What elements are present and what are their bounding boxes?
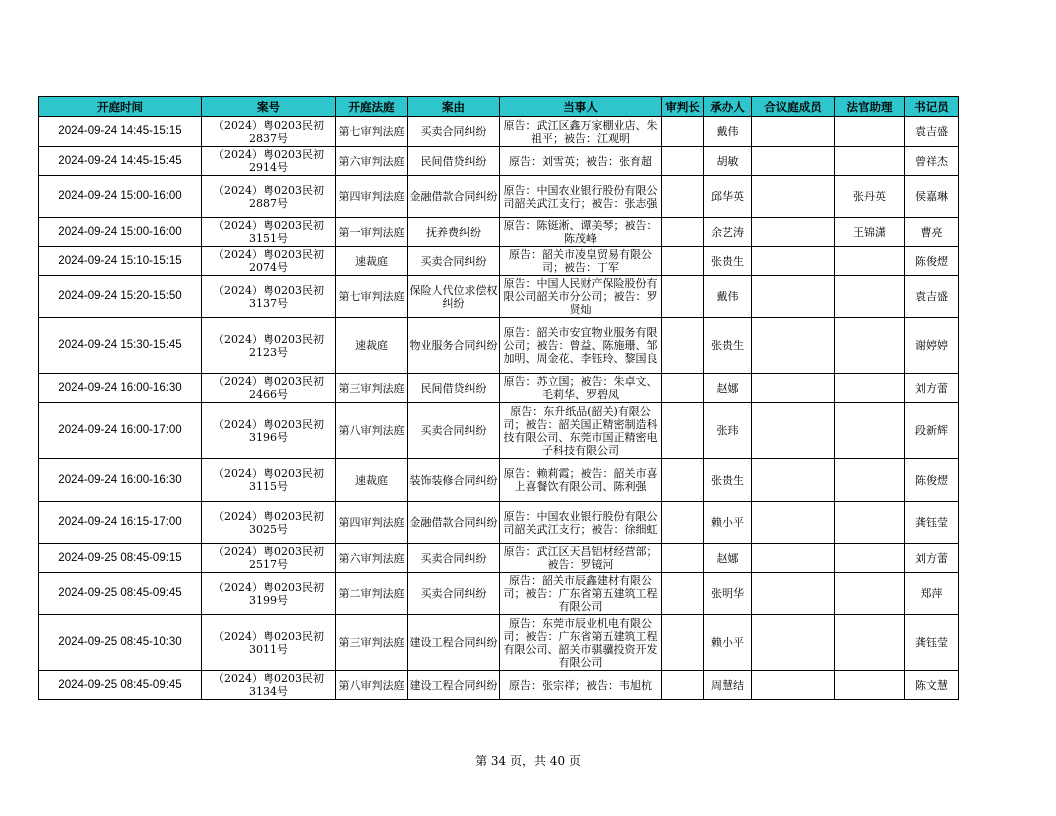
cell-clerk-text: 龚钰莹 [915,636,948,649]
cell-judge [704,318,752,374]
cell-court-text: 第八审判法庭 [338,678,405,692]
cell-chief-judge [662,117,704,147]
cell-parties-text: 原告：韶关市凌皇贸易有限公司；被告：丁军 [509,248,652,274]
hearing-schedule-table [38,96,959,700]
cell-parties [500,374,662,403]
cell-time-text: 2024-09-24 16:15-17:00 [58,516,182,528]
cell-judge [704,374,752,403]
cell-time-text: 2024-09-25 08:45-10:30 [58,636,182,648]
cell-clerk [905,318,959,374]
cell-clerk [905,615,959,671]
cell-judge [704,615,752,671]
cell-panel [752,117,835,147]
cell-judge-text: 张玮 [716,424,739,437]
cell-judge-text: 张贵生 [711,339,744,352]
cell-case-number-text: （2024）粤0203民初3199号 [213,580,324,607]
cell-clerk-text: 郑萍 [920,587,943,600]
cell-time [39,615,202,671]
cell-assistant [835,147,905,176]
cell-time-text: 2024-09-24 16:00-17:00 [58,424,182,436]
cell-parties [500,573,662,615]
cell-court-text: 第三审判法庭 [338,636,405,649]
cell-cause-text: 物业服务合同纠纷 [409,339,498,352]
cell-time [39,573,202,615]
cell-parties [500,117,662,147]
cell-chief-judge [662,615,704,671]
cell-judge [704,176,752,218]
cell-time-text: 2024-09-24 15:20-15:50 [58,290,182,302]
cell-parties-text: 原告：张宗祥；被告：韦旭杭 [509,678,652,692]
cell-cause [408,117,500,147]
cell-assistant [835,276,905,318]
cell-panel [752,147,835,176]
cell-panel [752,403,835,459]
cell-assistant [835,615,905,671]
cell-case-number [202,247,336,276]
cell-assistant [835,459,905,502]
cell-case-number-text: （2024）粤0203民初2517号 [213,545,324,571]
cell-judge [704,117,752,147]
cell-time-text: 2024-09-24 15:10-15:15 [58,254,182,267]
cell-assistant [835,247,905,276]
cell-judge-text: 余艺涛 [711,225,744,239]
table-row [39,502,959,544]
cell-judge-text: 戴伟 [716,290,739,303]
cell-cause-text: 建设工程合同纠纷 [409,636,498,649]
cell-clerk [905,276,959,318]
cell-case-number-text: （2024）粤0203民初2887号 [213,183,324,210]
cell-clerk [905,247,959,276]
cell-clerk-text: 曹亮 [920,225,943,239]
cell-panel [752,459,835,502]
table-row [39,218,959,247]
cell-cause-text: 保险人代位求偿权纠纷 [409,283,498,310]
cell-time [39,247,202,276]
cell-panel [752,573,835,615]
cell-time-text: 2024-09-24 15:00-16:00 [58,225,182,238]
cell-case-number [202,218,336,247]
cell-parties [500,403,662,459]
cell-case-number-text: （2024）粤0203民初2837号 [213,118,324,145]
cell-judge-text: 赖小平 [711,516,744,529]
cell-parties-text: 原告：武江区鑫万家棚业店、朱祖平；被告：江观明 [503,118,658,145]
cell-judge [704,247,752,276]
cell-time [39,374,202,403]
cell-cause [408,318,500,374]
cell-court-text: 速裁庭 [355,254,388,268]
cell-time-text: 2024-09-25 08:45-09:45 [58,587,182,599]
col-header-case-number: 案号 [202,97,336,117]
cell-parties-text: 原告：韶关市辰鑫建材有限公司；被告：广东省第五建筑工程有限公司 [503,574,658,613]
cell-court [336,459,408,502]
cell-time-text: 2024-09-24 14:45-15:15 [58,125,182,137]
cell-parties-text: 原告：东莞市辰业机电有限公司；被告：广东省第五建筑工程有限公司、韶关市骐骥投资开发有限公司 [503,616,658,669]
cell-case-number-text: （2024）粤0203民初3196号 [213,417,324,444]
cell-case-number-text: （2024）粤0203民初3011号 [213,629,324,656]
col-header-panel: 合议庭成员 [752,97,835,117]
cell-panel [752,318,835,374]
cell-judge-text: 赖小平 [711,636,744,649]
cell-time [39,218,202,247]
cell-judge-text: 赵娜 [716,381,739,395]
cell-parties [500,318,662,374]
cell-court [336,247,408,276]
header-row [39,97,959,117]
cell-clerk-text: 陈文慧 [915,678,948,692]
cell-chief-judge [662,671,704,700]
cell-chief-judge [662,318,704,374]
cell-assistant [835,117,905,147]
cell-cause [408,176,500,218]
cell-clerk-text: 谢婷婷 [915,339,948,352]
cell-assistant [835,318,905,374]
cell-case-number-text: （2024）粤0203民初3151号 [213,219,324,245]
cell-time-text: 2024-09-24 16:00-16:30 [58,381,182,394]
table-row [39,117,959,147]
cell-parties-text: 原告：中国人民财产保险股份有限公司韶关市分公司；被告：罗贤灿 [503,277,658,316]
cell-clerk-text: 侯嘉琳 [915,190,948,203]
table-row [39,176,959,218]
cell-parties-text: 原告：武江区天昌铝材经营部；被告：罗镜河 [503,545,658,571]
cell-clerk-text: 刘方蕾 [915,551,948,565]
cell-parties [500,459,662,502]
cell-judge-text: 赵娜 [716,551,739,565]
cell-time [39,403,202,459]
col-header-cause: 案由 [408,97,500,117]
col-header-court: 开庭法庭 [336,97,408,117]
cell-parties-text: 原告：中国农业银行股份有限公司韶关武江支行；被告：张志强 [503,183,658,210]
cell-cause-text: 买卖合同纠纷 [420,551,487,565]
cell-case-number [202,544,336,573]
cell-assistant-text: 张丹英 [853,190,886,203]
cell-cause [408,615,500,671]
cell-chief-judge [662,276,704,318]
cell-clerk [905,403,959,459]
cell-parties [500,176,662,218]
cell-cause-text: 买卖合同纠纷 [420,125,487,138]
cell-cause-text: 装饰装修合同纠纷 [409,473,498,487]
cell-case-number-text: （2024）粤0203民初2074号 [213,248,324,274]
cell-time [39,318,202,374]
cell-chief-judge [662,544,704,573]
col-header-judge: 承办人 [704,97,752,117]
cell-cause-text: 金融借款合同纠纷 [409,190,498,203]
cell-chief-judge [662,218,704,247]
cell-time [39,502,202,544]
cell-judge [704,459,752,502]
cell-parties-text: 原告：韶关市安宜物业服务有限公司；被告：曾益、陈施珊、邹加明、周金花、李钰玲、黎国良 [503,326,658,365]
cell-cause-text: 买卖合同纠纷 [420,254,487,268]
cell-clerk-text: 段新辉 [915,424,948,437]
cell-court [336,671,408,700]
table-row [39,615,959,671]
cell-chief-judge [662,502,704,544]
cell-case-number [202,117,336,147]
cell-court-text: 第二审判法庭 [338,587,405,600]
cell-assistant [835,671,905,700]
cell-time [39,459,202,502]
cell-assistant [835,218,905,247]
cell-parties-text: 原告：陈铤淅、谭美琴；被告：陈茂峰 [503,219,658,245]
cell-court [336,117,408,147]
cell-case-number [202,147,336,176]
cell-case-number [202,615,336,671]
cell-clerk [905,573,959,615]
cell-clerk [905,544,959,573]
cell-case-number-text: （2024）粤0203民初3134号 [213,672,324,698]
cell-court-text: 第四审判法庭 [338,190,405,203]
cell-cause [408,671,500,700]
cell-panel [752,247,835,276]
cell-judge-text: 戴伟 [716,125,739,138]
cell-court [336,573,408,615]
cell-panel [752,374,835,403]
cell-judge-text: 张贵生 [711,473,744,487]
cell-court-text: 第六审判法庭 [338,551,405,565]
cell-judge-text: 张明华 [711,587,744,600]
cell-time-text: 2024-09-25 08:45-09:45 [58,678,182,691]
cell-court-text: 第七审判法庭 [338,290,405,303]
cell-cause-text: 民间借贷纠纷 [420,154,487,168]
cell-clerk [905,117,959,147]
cell-court [336,276,408,318]
col-header-time: 开庭时间 [39,97,202,117]
cell-judge [704,502,752,544]
table-row [39,374,959,403]
cell-case-number [202,573,336,615]
cell-clerk [905,671,959,700]
col-header-clerk: 书记员 [905,97,959,117]
cell-clerk-text: 袁吉盛 [915,125,948,138]
cell-court-text: 第四审判法庭 [338,516,405,529]
cell-panel [752,544,835,573]
cell-parties-text: 原告：刘雪英；被告：张育超 [509,154,652,168]
cell-assistant [835,502,905,544]
cell-court [336,403,408,459]
cell-clerk [905,147,959,176]
cell-assistant [835,176,905,218]
cell-chief-judge [662,459,704,502]
cell-court [336,176,408,218]
cell-parties [500,218,662,247]
page-number: 第 34 页，共 40 页 [475,754,581,768]
cell-clerk-text: 袁吉盛 [915,290,948,303]
cell-cause [408,573,500,615]
cell-court [336,374,408,403]
cell-clerk [905,218,959,247]
cell-parties [500,615,662,671]
cell-case-number-text: （2024）粤0203民初3025号 [213,509,324,536]
cell-cause-text: 抚养费纠纷 [426,225,481,239]
cell-case-number [202,403,336,459]
cell-parties [500,671,662,700]
cell-assistant [835,544,905,573]
cell-case-number [202,176,336,218]
cell-cause [408,544,500,573]
cell-clerk [905,502,959,544]
cell-case-number [202,374,336,403]
cell-time-text: 2024-09-25 08:45-09:15 [58,551,182,564]
cell-judge [704,544,752,573]
cell-parties [500,276,662,318]
cell-court [336,318,408,374]
cell-cause [408,147,500,176]
cell-clerk [905,176,959,218]
cell-case-number-text: （2024）粤0203民初3137号 [213,283,324,310]
cell-judge [704,276,752,318]
cell-assistant [835,374,905,403]
cell-court-text: 速裁庭 [355,473,388,487]
table-row [39,573,959,615]
cell-court-text: 第八审判法庭 [338,424,405,437]
cell-time-text: 2024-09-24 15:30-15:45 [58,339,182,351]
table-row [39,318,959,374]
cell-judge [704,403,752,459]
cell-panel [752,218,835,247]
cell-assistant [835,573,905,615]
cell-court-text: 第六审判法庭 [338,154,405,168]
cell-panel [752,276,835,318]
col-header-parties: 当事人 [500,97,662,117]
cell-clerk-text: 曾祥杰 [915,154,948,168]
cell-court [336,502,408,544]
cell-time [39,176,202,218]
cell-judge [704,147,752,176]
cell-time [39,544,202,573]
cell-chief-judge [662,247,704,276]
cell-cause-text: 买卖合同纠纷 [420,587,487,600]
cell-case-number-text: （2024）粤0203民初2914号 [213,148,324,174]
cell-chief-judge [662,573,704,615]
cell-case-number [202,502,336,544]
cell-panel [752,615,835,671]
cell-case-number [202,318,336,374]
cell-cause-text: 建设工程合同纠纷 [409,678,498,692]
cell-time-text: 2024-09-24 16:00-16:30 [58,473,182,486]
cell-cause [408,502,500,544]
cell-court-text: 第三审判法庭 [338,381,405,395]
cell-panel [752,176,835,218]
cell-court [336,218,408,247]
cell-parties-text: 原告：赖莉霞；被告：韶关市喜上喜餐饮有限公司、陈利强 [503,467,658,493]
cell-judge [704,573,752,615]
table-row [39,147,959,176]
cell-time [39,147,202,176]
cell-case-number-text: （2024）粤0203民初2123号 [213,332,324,359]
cell-panel [752,502,835,544]
cell-judge-text: 周慧结 [711,678,744,692]
table-row [39,403,959,459]
cell-clerk-text: 龚钰莹 [915,516,948,529]
cell-assistant [835,403,905,459]
table-row [39,544,959,573]
cell-time-text: 2024-09-24 14:45-15:45 [58,154,182,167]
cell-parties [500,147,662,176]
cell-clerk [905,459,959,502]
cell-panel [752,671,835,700]
cell-cause [408,374,500,403]
cell-court-text: 第七审判法庭 [338,125,405,138]
table-row [39,247,959,276]
table-row [39,276,959,318]
cell-cause-text: 民间借贷纠纷 [420,381,487,395]
cell-judge-text: 胡敏 [716,154,739,168]
cell-time [39,117,202,147]
cell-court [336,147,408,176]
cell-assistant-text: 王锦潇 [853,225,886,239]
cell-court-text: 速裁庭 [355,339,388,352]
cell-court [336,544,408,573]
cell-time-text: 2024-09-24 15:00-16:00 [58,190,182,202]
cell-clerk-text: 陈俊熤 [915,473,948,487]
cell-clerk-text: 刘方蕾 [915,381,948,395]
cell-chief-judge [662,374,704,403]
col-header-assistant: 法官助理 [835,97,905,117]
table-row [39,459,959,502]
cell-case-number-text: （2024）粤0203民初2466号 [213,375,324,401]
cell-case-number [202,671,336,700]
cell-cause [408,403,500,459]
cell-cause-text: 金融借款合同纠纷 [409,516,498,529]
cell-chief-judge [662,176,704,218]
cell-cause [408,276,500,318]
cell-chief-judge [662,147,704,176]
cell-parties [500,502,662,544]
cell-parties [500,544,662,573]
col-header-chief-judge: 审判长 [662,97,704,117]
cell-case-number [202,276,336,318]
table-row [39,671,959,700]
cell-clerk-text: 陈俊熤 [915,254,948,268]
cell-cause [408,459,500,502]
cell-parties-text: 原告：中国农业银行股份有限公司韶关武江支行；被告：徐细虹 [503,509,658,536]
cell-judge-text: 张贵生 [711,254,744,268]
cell-time [39,671,202,700]
cell-case-number-text: （2024）粤0203民初3115号 [213,467,324,493]
cell-cause [408,247,500,276]
cell-parties-text: 原告：苏立国；被告：朱卓文、毛莉华、罗碧凤 [503,375,658,401]
cell-judge [704,671,752,700]
cell-time [39,276,202,318]
cell-judge-text: 邱华英 [711,190,744,203]
cell-case-number [202,459,336,502]
cell-court [336,615,408,671]
cell-judge [704,218,752,247]
cell-parties-text: 原告：东升纸品(韶关)有限公司；被告：韶关国正精密制造科技有限公司、东莞市国正精密电子科技有限公司 [503,404,658,457]
cell-court-text: 第一审判法庭 [338,225,405,239]
cell-parties [500,247,662,276]
cell-cause-text: 买卖合同纠纷 [420,424,487,437]
cell-cause [408,218,500,247]
cell-clerk [905,374,959,403]
cell-chief-judge [662,403,704,459]
